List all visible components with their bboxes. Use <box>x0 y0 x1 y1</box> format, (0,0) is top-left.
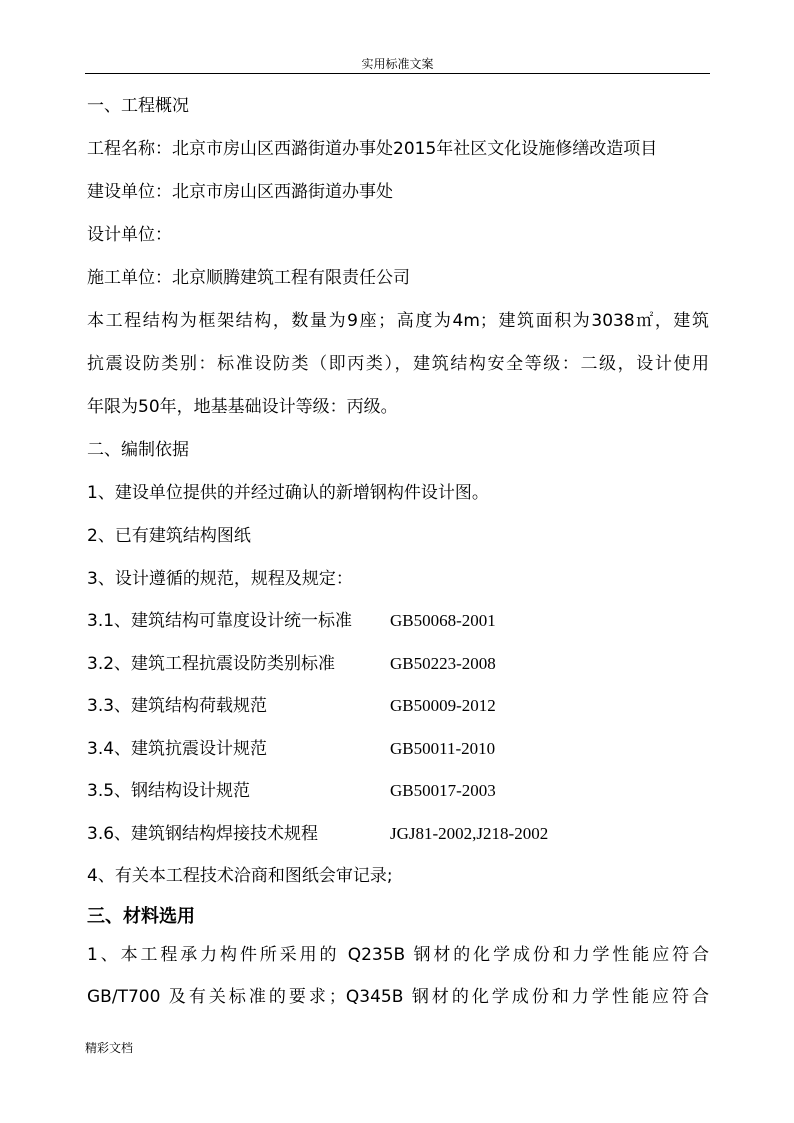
standard-code: GB50068-2001 <box>390 611 496 630</box>
basis-item-1: 1、建设单位提供的并经过确认的新增钢构件设计图。 <box>87 483 489 503</box>
standard-label: 3.3、建筑结构荷载规范 <box>87 696 268 716</box>
page-header: 实用标准文案 <box>361 57 434 71</box>
description-line-1: 本工程结构为框架结构，数量为9座；高度为4m；建筑面积为3038㎡，建筑 <box>87 311 709 331</box>
builder-unit: 建设单位：北京市房山区西潞街道办事处 <box>87 182 393 202</box>
basis-item-3: 3、设计遵循的规范，规程及规定： <box>87 569 353 589</box>
standard-code: GB50009-2012 <box>390 696 496 715</box>
standard-label: 3.1、建筑结构可靠度设计统一标准 <box>87 611 353 631</box>
construction-unit: 施工单位：北京顺腾建筑工程有限责任公司 <box>87 268 410 288</box>
section2-heading: 二、编制依据 <box>87 440 189 460</box>
page-footer: 精彩文档 <box>85 1041 134 1055</box>
materials-line-2: GB/T700 及有关标准的要求；Q345B 钢材的化学成份和力学性能应符合 <box>87 987 709 1007</box>
section1-heading: 一、工程概况 <box>87 96 189 116</box>
header-divider <box>85 73 710 74</box>
description-line-2: 抗震设防类别：标准设防类（即丙类），建筑结构安全等级：二级，设计使用 <box>87 354 709 374</box>
standard-code: JGJ81-2002,J218-2002 <box>390 824 549 843</box>
description-line-3: 年限为50年，地基基础设计等级：丙级。 <box>87 397 398 417</box>
standard-code: GB50017-2003 <box>390 781 496 800</box>
standard-label: 3.5、钢结构设计规范 <box>87 781 251 801</box>
standard-label: 3.4、建筑抗震设计规范 <box>87 739 268 759</box>
basis-item-4: 4、有关本工程技术洽商和图纸会审记录; <box>87 866 393 886</box>
standard-label: 3.6、建筑钢结构焊接技术规程 <box>87 824 319 844</box>
standard-label: 3.2、建筑工程抗震设防类别标准 <box>87 654 336 674</box>
standard-code: GB50011-2010 <box>390 739 496 758</box>
design-unit: 设计单位： <box>87 225 172 245</box>
standard-code: GB50223-2008 <box>390 654 496 673</box>
materials-line-1: 1、本工程承力构件所采用的 Q235B 钢材的化学成份和力学性能应符合 <box>87 945 709 965</box>
section3-heading: 三、材料选用 <box>87 906 195 927</box>
project-name: 工程名称：北京市房山区西潞街道办事处2015年社区文化设施修缮改造项目 <box>87 139 658 159</box>
basis-item-2: 2、已有建筑结构图纸 <box>87 526 251 546</box>
